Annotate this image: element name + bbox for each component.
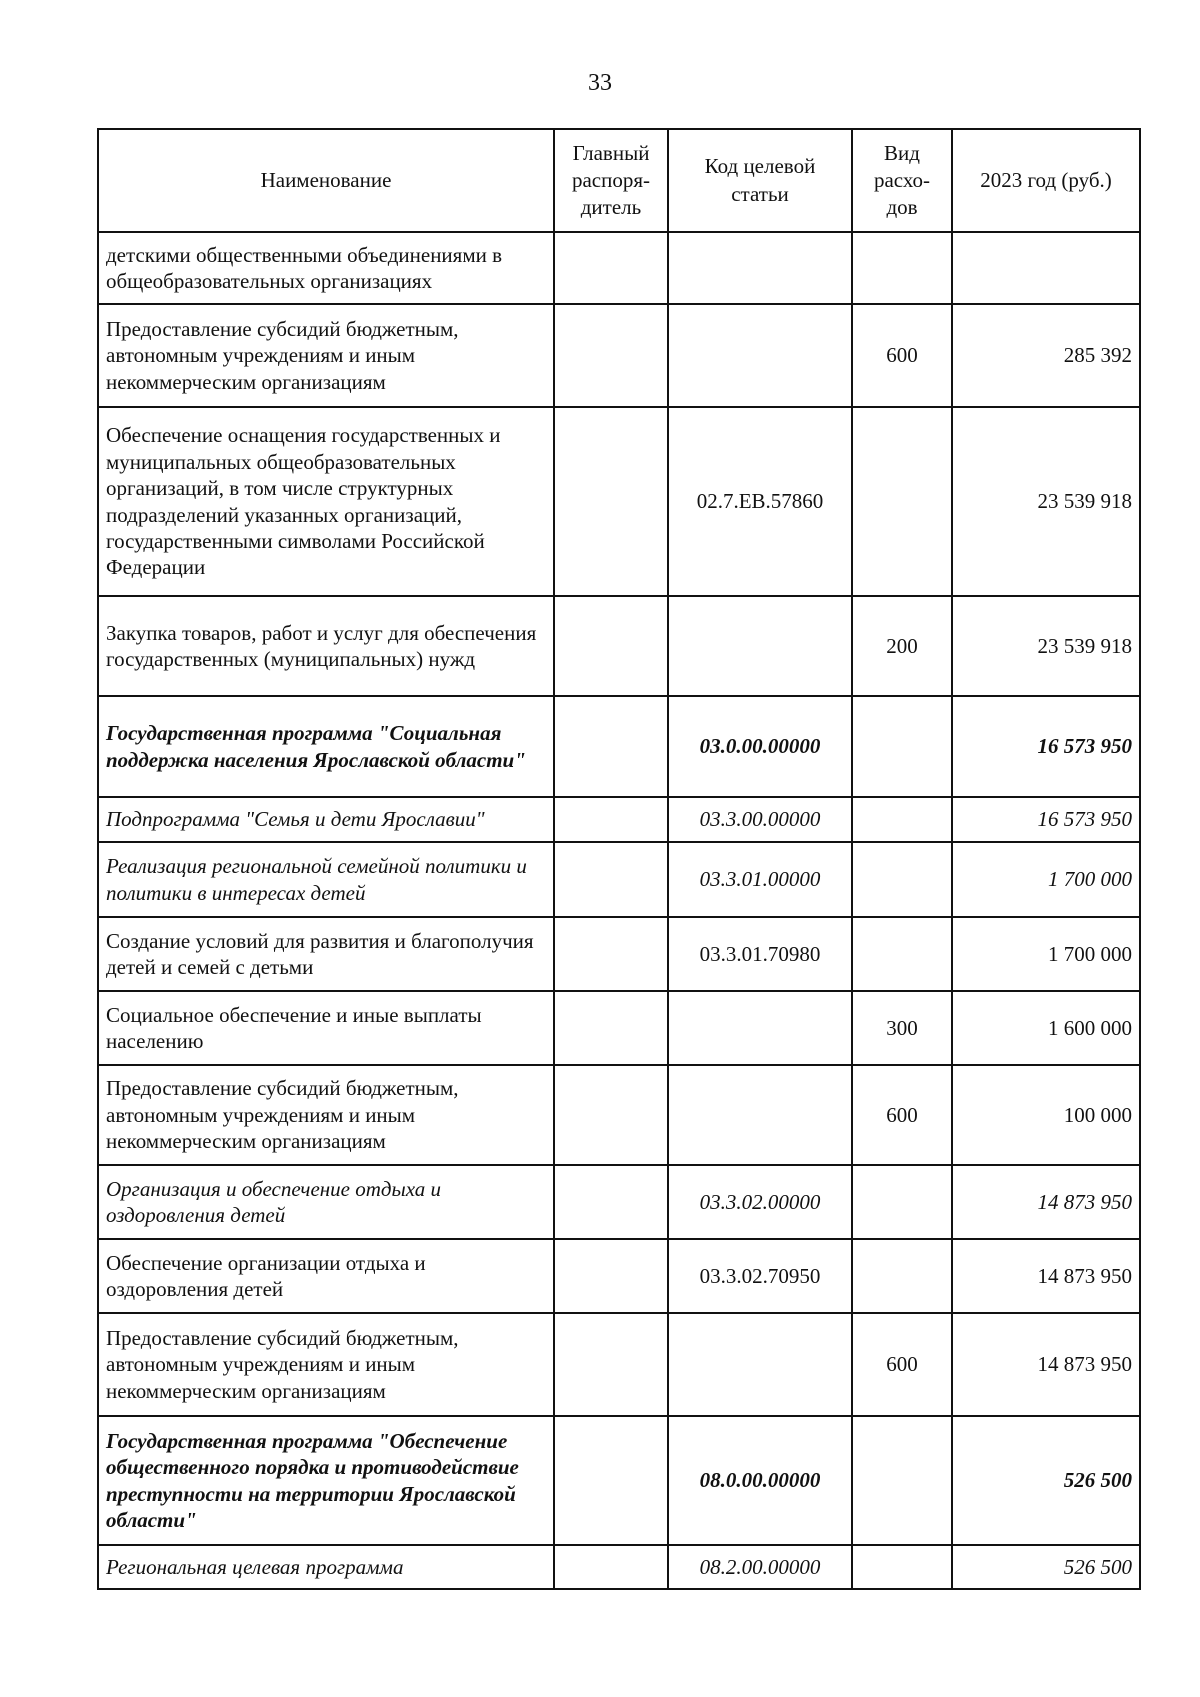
row-admin — [554, 1065, 668, 1165]
row-code — [668, 1065, 852, 1165]
row-admin — [554, 1545, 668, 1589]
row-type — [852, 917, 952, 991]
row-type — [852, 232, 952, 304]
row-code — [668, 1313, 852, 1416]
row-admin — [554, 1313, 668, 1416]
row-code: 08.0.00.00000 — [668, 1416, 852, 1545]
row-code: 02.7.ЕВ.57860 — [668, 407, 852, 596]
table-row — [98, 232, 1140, 304]
row-code: 03.3.02.00000 — [668, 1165, 852, 1239]
row-admin — [554, 304, 668, 407]
row-type — [852, 1545, 952, 1589]
row-admin — [554, 1165, 668, 1239]
table-header-row — [98, 129, 1140, 232]
row-amount: 1 700 000 — [952, 842, 1140, 917]
row-type: 600 — [852, 1313, 952, 1416]
row-type — [852, 1416, 952, 1545]
row-amount: 16 573 950 — [952, 797, 1140, 842]
row-amount: 23 539 918 — [952, 407, 1140, 596]
table-row — [98, 696, 1140, 797]
table-row — [98, 797, 1140, 842]
row-name: детскими общественными объединениями в общеобразовательных организациях — [98, 232, 554, 304]
header-type: Вид расхо-дов — [852, 129, 952, 232]
row-type — [852, 842, 952, 917]
row-name: Реализация региональной семейной политики и политики в интересах детей — [98, 842, 554, 917]
row-admin — [554, 1239, 668, 1313]
table-row — [98, 1416, 1140, 1545]
row-code: 03.3.01.00000 — [668, 842, 852, 917]
row-amount — [952, 232, 1140, 304]
row-name: Обеспечение организации отдыха и оздоровления детей — [98, 1239, 554, 1313]
row-amount: 14 873 950 — [952, 1313, 1140, 1416]
budget-table — [97, 128, 1141, 1590]
row-code — [668, 596, 852, 696]
row-name: Предоставление субсидий бюджетным, автономным учреждениям и иным некоммерческим организациям — [98, 304, 554, 407]
row-type: 600 — [852, 304, 952, 407]
row-name: Предоставление субсидий бюджетным, автономным учреждениям и иным некоммерческим организациям — [98, 1065, 554, 1165]
table-row — [98, 1545, 1140, 1589]
row-type — [852, 407, 952, 596]
row-name: Государственная программа "Социальная поддержка населения Ярославской области" — [98, 696, 554, 797]
row-type: 200 — [852, 596, 952, 696]
row-type — [852, 1239, 952, 1313]
row-name: Создание условий для развития и благополучия детей и семей с детьми — [98, 917, 554, 991]
row-name: Подпрограмма "Семья и дети Ярославии" — [98, 797, 554, 842]
row-amount: 14 873 950 — [952, 1165, 1140, 1239]
table-row — [98, 1313, 1140, 1416]
header-amount: 2023 год (руб.) — [952, 129, 1140, 232]
row-amount: 23 539 918 — [952, 596, 1140, 696]
row-amount: 1 600 000 — [952, 991, 1140, 1065]
header-admin: Главный распоря-дитель — [554, 129, 668, 232]
row-name: Предоставление субсидий бюджетным, автономным учреждениям и иным некоммерческим организациям — [98, 1313, 554, 1416]
row-admin — [554, 696, 668, 797]
table-row — [98, 991, 1140, 1065]
row-amount: 100 000 — [952, 1065, 1140, 1165]
table-row — [98, 917, 1140, 991]
row-type — [852, 1165, 952, 1239]
row-code: 03.3.01.70980 — [668, 917, 852, 991]
row-amount: 526 500 — [952, 1416, 1140, 1545]
table-row — [98, 407, 1140, 596]
row-admin — [554, 797, 668, 842]
row-code — [668, 304, 852, 407]
row-name: Закупка товаров, работ и услуг для обеспечения государственных (муниципальных) нужд — [98, 596, 554, 696]
table-row — [98, 1165, 1140, 1239]
row-admin — [554, 842, 668, 917]
row-code: 03.0.00.00000 — [668, 696, 852, 797]
row-code — [668, 991, 852, 1065]
row-type — [852, 696, 952, 797]
row-code — [668, 232, 852, 304]
row-admin — [554, 917, 668, 991]
row-amount: 285 392 — [952, 304, 1140, 407]
row-admin — [554, 596, 668, 696]
row-code: 03.3.00.00000 — [668, 797, 852, 842]
page-number: 33 — [588, 70, 612, 96]
table-row — [98, 596, 1140, 696]
row-admin — [554, 1416, 668, 1545]
row-admin — [554, 407, 668, 596]
row-admin — [554, 232, 668, 304]
row-type: 300 — [852, 991, 952, 1065]
header-code: Код целевой статьи — [668, 129, 852, 232]
header-name: Наименование — [98, 129, 554, 232]
table-row — [98, 842, 1140, 917]
row-name: Государственная программа "Обеспечение общественного порядка и противодействие преступности на территории Ярославской области" — [98, 1416, 554, 1545]
row-code: 03.3.02.70950 — [668, 1239, 852, 1313]
row-amount: 14 873 950 — [952, 1239, 1140, 1313]
row-name: Обеспечение оснащения государственных и муниципальных общеобразовательных организаций, в том числе структурных подразделений указанных организаций, государственными символами Российской Федерации — [98, 407, 554, 596]
row-amount: 1 700 000 — [952, 917, 1140, 991]
table-row — [98, 1239, 1140, 1313]
row-name: Социальное обеспечение и иные выплаты населению — [98, 991, 554, 1065]
row-type — [852, 797, 952, 842]
row-name: Организация и обеспечение отдыха и оздоровления детей — [98, 1165, 554, 1239]
row-name: Региональная целевая программа — [98, 1545, 554, 1589]
row-admin — [554, 991, 668, 1065]
row-amount: 526 500 — [952, 1545, 1140, 1589]
table-row — [98, 1065, 1140, 1165]
row-amount: 16 573 950 — [952, 696, 1140, 797]
table-row — [98, 304, 1140, 407]
row-code: 08.2.00.00000 — [668, 1545, 852, 1589]
row-type: 600 — [852, 1065, 952, 1165]
